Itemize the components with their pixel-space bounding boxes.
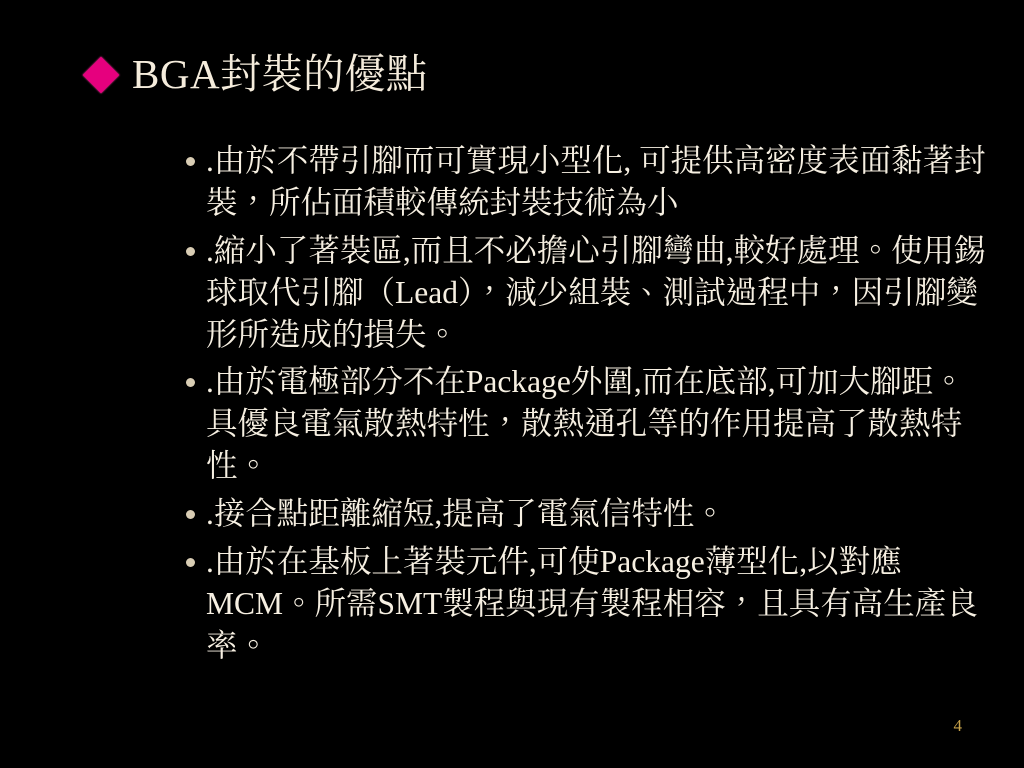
list-item	[186, 140, 996, 224]
list-item-text: .由於不帶引腳而可實現小型化, 可提供高密度表面黏著封裝，所佔面積較傳統封裝技術為小	[206, 143, 986, 220]
bullet-dot-icon	[186, 510, 195, 519]
bullet-dot-icon	[186, 558, 195, 567]
list-item-text: .由於在基板上著裝元件,可使Package薄型化,以對應MCM。所需SMT製程與現有製程相容，且具有高生產良率。	[206, 544, 978, 663]
list-item	[186, 541, 996, 667]
slide-title	[88, 52, 428, 97]
list-item	[186, 493, 996, 535]
diamond-bullet-icon	[83, 56, 120, 93]
list-item-text: .縮小了著裝區,而且不必擔心引腳彎曲,較好處理。使用錫球取代引腳（Lead），減少組裝、測試過程中，因引腳變形所造成的損失。	[206, 232, 986, 352]
list-item	[186, 230, 996, 356]
bullet-dot-icon	[186, 157, 195, 166]
bullet-dot-icon	[186, 247, 195, 256]
bullet-list	[186, 140, 996, 673]
slide-number: 4	[953, 716, 962, 735]
list-item-text: .由於電極部分不在Package外圍,而在底部,可加大腳距。具優良電氣散熱特性，散熱通孔等的作用提高了散熱特性。	[206, 364, 965, 484]
bullet-dot-icon	[186, 378, 195, 387]
list-item	[186, 361, 996, 487]
list-item-text: .接合點距離縮短,提高了電氣信特性。	[206, 496, 726, 532]
page-title: BGA封裝的優點	[132, 51, 428, 97]
